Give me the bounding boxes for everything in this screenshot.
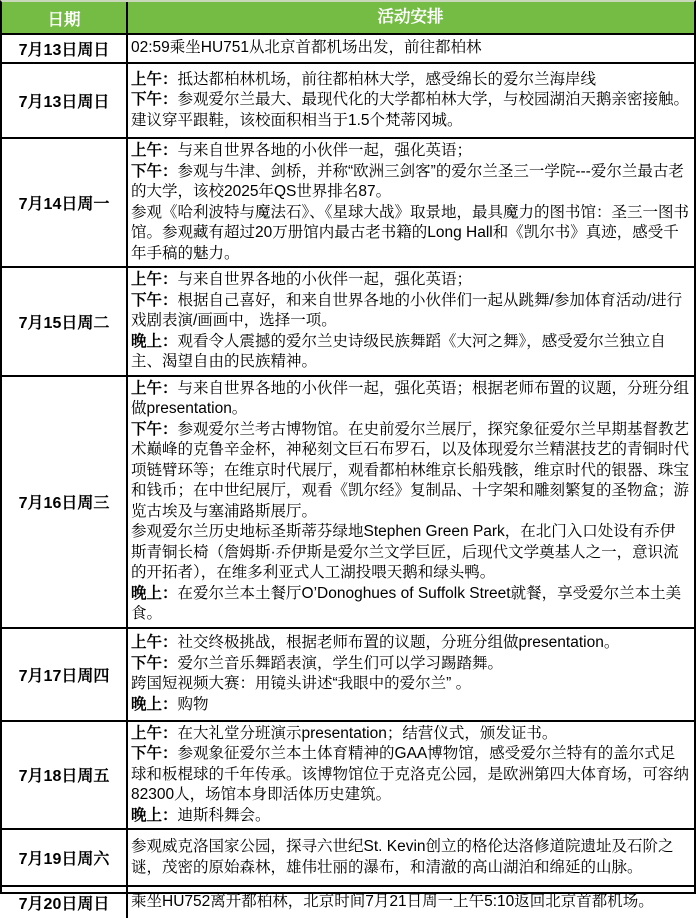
segment-label: 上午：: [131, 142, 178, 159]
date-cell: 7月17日周四: [2, 629, 128, 720]
table-row: [2, 377, 694, 629]
segment-text: 根据自己喜好，和来自世界各地的小伙伴们一起从跳舞/参加体育活动/进行戏剧表演/画画中，选择一项。: [131, 291, 683, 329]
segment-text: 跨国短视频大赛：用镜头讲述“我眼中的爱尔兰” 。: [131, 675, 472, 692]
activity-segment: [131, 806, 690, 827]
activity-segment: [131, 837, 690, 878]
activity-segment: [131, 162, 690, 203]
segment-text: 参观爱尔兰最大、最现代化的大学都柏林大学，与校园湖泊天鹅亲密接触。建议穿平跟鞋，该校面积相当于1.5个梵蒂冈城。: [131, 91, 690, 129]
activity-segment: [131, 332, 690, 373]
activity-segment: [131, 38, 690, 59]
table-row: [2, 139, 694, 268]
activity-segment: [131, 654, 690, 675]
header-cell-date: 日期: [2, 2, 128, 33]
segment-label: 下午：: [131, 420, 178, 438]
segment-label: 上午：: [131, 70, 178, 88]
segment-label: 晚上：: [131, 695, 178, 713]
table-row: [2, 887, 694, 918]
date-cell: 7月18日周五: [2, 722, 128, 829]
header-cell-activity: 活动安排: [377, 8, 444, 27]
segment-label: 下午：: [131, 162, 178, 180]
table-header-row: [2, 2, 694, 35]
segment-text: 参观《哈利波特与魔法石》、《星球大战》取景地，最具魔力的图书馆：圣三一图书馆。参观藏有超过20万册馆内最古老书籍的Long Hall和《凯尔书》真迹，感受千年手稿的魅力。: [131, 203, 690, 262]
segment-text: 在爱尔兰本土餐厅O’Donoghues of Suffolk Street就餐，享受爱尔兰本土美食。: [131, 584, 682, 622]
table-row: [2, 35, 694, 64]
activity-segment: [131, 724, 690, 745]
segment-label: 上午：: [131, 634, 178, 651]
activity-cell: [128, 377, 694, 627]
activity-cell: [128, 629, 694, 720]
table-row: [2, 722, 694, 831]
table-row: [2, 830, 694, 887]
segment-text: 购物: [177, 695, 209, 713]
activity-cell: [128, 139, 694, 266]
segment-text: 02:59乘坐HU751从北京首都机场出发，前往都柏林: [131, 39, 482, 57]
segment-label: 晚上：: [131, 806, 178, 824]
activity-segment: [131, 90, 690, 131]
table-row: [2, 629, 694, 722]
activity-cell: [128, 64, 694, 137]
activity-cell: [128, 268, 694, 375]
segment-text: 与来自世界各地的小伙伴一起，强化英语；: [177, 271, 473, 288]
activity-segment: [131, 379, 690, 420]
segment-text: 参观爱尔兰考古博物馆。在史前爱尔兰展厅，探究象征爱尔兰早期基督教艺术巅峰的克鲁辛金杯，神秘刻文巨石布罗石，以及体现爱尔兰精湛技艺的青铜时代项链臂环等；在维京时代展厅，观看都柏林维京长船残骸，维京时代的银器、珠宝和钱币；在中世纪展厅，观看《凯尔经》复制品、十字架和雕刻繁复的圣物盒；游览古埃及与塞浦路斯展厅。: [131, 420, 690, 520]
activity-segment: [131, 270, 690, 291]
segment-text: 社交终极挑战，根据老师布置的议题，分班分组做presentation。: [177, 634, 620, 651]
date-cell: 7月15日周二: [2, 268, 128, 375]
segment-label: 下午：: [131, 91, 178, 109]
activity-segment: [131, 291, 690, 332]
segment-text: 与来自世界各地的小伙伴一起，强化英语；根据老师布置的议题，分班分组做presentation。: [131, 379, 690, 417]
segment-label: 下午：: [131, 291, 178, 309]
activity-segment: [131, 892, 690, 913]
activity-segment: [131, 584, 690, 625]
segment-text: 抵达都柏林机场，前往都柏林大学，感受绵长的爱尔兰海岸线: [177, 70, 597, 88]
segment-text: 在大礼堂分班演示presentation；结营仪式，颁发证书。: [177, 724, 558, 742]
date-cell: 7月20日周日: [2, 887, 128, 918]
segment-label: 上午：: [131, 724, 178, 742]
table-row: [2, 64, 694, 139]
segment-text: 参观象征爱尔兰本土体育精神的GAA博物馆，感受爱尔兰特有的盖尔式足球和板棍球的千年传承。该博物馆位于克洛克公园，是欧洲第四大体育场，可容纳82300人，场馆本身即活体历史建筑。: [131, 745, 690, 803]
segment-label: 上午：: [131, 271, 178, 288]
activity-segment: [131, 522, 690, 584]
activity-segment: [131, 141, 690, 162]
segment-text: 观看令人震撼的爱尔兰史诗级民族舞蹈《大河之舞》，感受爱尔兰独立自主、渴望自由的民族精神。: [131, 332, 666, 370]
activity-cell: [128, 722, 694, 829]
activity-segment: [131, 70, 690, 91]
activity-segment: [131, 420, 690, 523]
segment-text: 与来自世界各地的小伙伴一起，强化英语；: [177, 142, 473, 159]
segment-label: 下午：: [131, 654, 178, 672]
segment-label: 晚上：: [131, 584, 178, 602]
activity-cell: [128, 830, 694, 885]
activity-segment: [131, 744, 690, 806]
activity-cell: [128, 887, 694, 918]
date-cell: 7月19日周六: [2, 830, 128, 885]
segment-label: 上午：: [131, 379, 178, 397]
date-cell: 7月16日周三: [2, 377, 128, 627]
activity-segment: [131, 674, 690, 695]
segment-text: 迪斯科舞会。: [177, 806, 271, 824]
segment-text: 爱尔兰音乐舞蹈表演，学生们可以学习踢踏舞。: [177, 654, 504, 672]
segment-label: 下午：: [131, 745, 178, 762]
activity-segment: [131, 633, 690, 654]
date-cell: 7月13日周日: [2, 64, 128, 137]
segment-text: 参观威克洛国家公园，探寻六世纪St. Kevin创立的格伦达洛修道院遗址及石阶之谜，茂密的原始森林，雄伟壮丽的瀑布，和清澈的高山湖泊和绵延的山脉。: [131, 838, 674, 876]
date-cell: 7月13日周日: [2, 35, 128, 62]
activity-cell: [128, 35, 694, 62]
segment-text: 乘坐HU752离开都柏林，北京时间7月21日周一上午5:10返回北京首都机场。: [131, 893, 654, 911]
segment-text: 参观与牛津、剑桥，并称“欧洲三剑客”的爱尔兰圣三一学院---爱尔兰最古老的大学，该校2025年QS世界排名87。: [131, 162, 684, 200]
segment-label: 晚上：: [131, 332, 178, 350]
date-cell: 7月14日周一: [2, 139, 128, 266]
activity-segment: [131, 203, 690, 265]
activity-segment: [131, 695, 690, 716]
table-row: [2, 268, 694, 377]
segment-text: 参观爱尔兰历史地标圣斯蒂芬绿地Stephen Green Park，在北门入口处设有乔伊斯青铜长椅（詹姆斯·乔伊斯是爱尔兰文学巨匠，后现代文学奠基人之一，意识流的开拓者），在维多利亚式人工湖投喂天鹅和绿头鸭。: [131, 523, 679, 581]
